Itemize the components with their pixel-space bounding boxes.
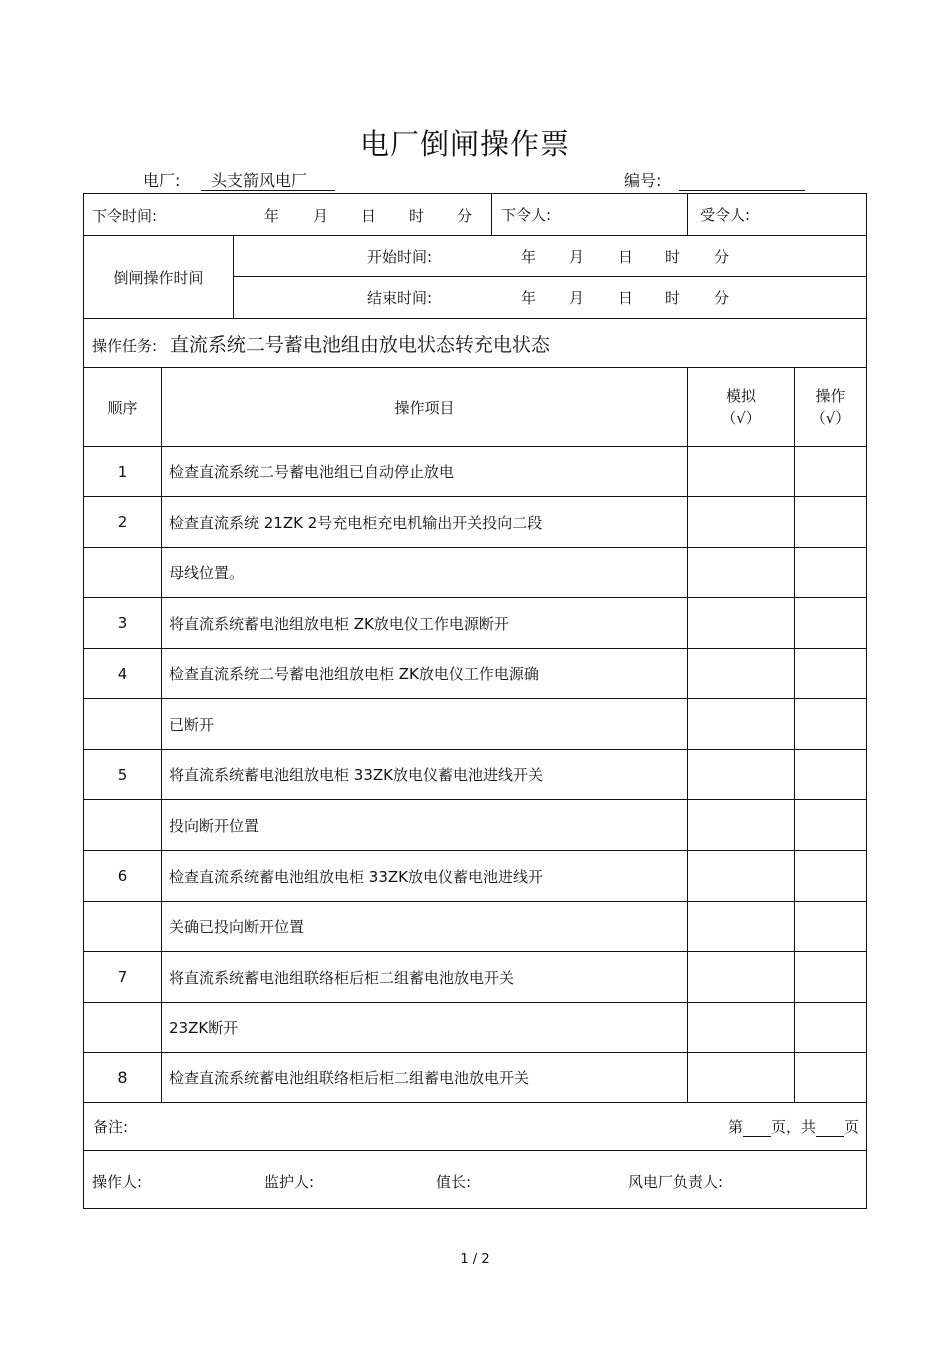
simulate-check-cell[interactable] [688,902,795,952]
table-row [84,497,867,548]
page-mid: 页，共 [770,1118,816,1136]
row-text: 母线位置。 [162,548,688,598]
table-row [84,1053,867,1103]
order-time-label: 下令时间: [92,206,158,225]
row-number: 1 [84,447,162,497]
start-time-row [84,236,867,277]
row-text: 已断开 [162,699,688,750]
simulate-check-cell[interactable] [688,750,795,800]
row-text: 关确已投向断开位置 [162,902,688,952]
plant-name: 头支箭风电厂 [211,171,308,190]
page-total-field [816,1118,844,1137]
operate-header [795,368,867,447]
table-row [84,952,867,1003]
start-day: 日 [618,247,634,266]
task-row [84,319,867,368]
start-month: 月 [569,247,585,266]
row-number: 2 [84,497,162,548]
operate-check-cell[interactable] [795,750,867,800]
row-number: 4 [84,649,162,699]
table-row [84,750,867,800]
table-row [84,800,867,851]
operate-check-cell[interactable] [795,649,867,699]
operate-check-cell[interactable] [795,1003,867,1053]
simulate-check-cell[interactable] [688,497,795,548]
row-number [84,902,162,952]
plant-name-field [201,168,335,191]
number-label: 编号: [624,171,662,190]
plant-manager-label: 风电厂负责人: [628,1172,724,1191]
task-label: 操作任务: [92,336,158,355]
simulate-check-cell[interactable] [688,447,795,497]
row-text: 投向断开位置 [162,800,688,851]
operate-check-cell[interactable] [795,800,867,851]
remarks-label: 备注: [93,1118,129,1136]
seq-header: 顺序 [84,368,162,447]
task-cell [84,319,867,368]
end-time-label: 结束时间: [367,288,433,307]
row-text: 检查直流系统蓄电池组联络柜后柜二组蓄电池放电开关 [162,1053,688,1103]
row-number: 5 [84,750,162,800]
simulate-check-cell[interactable] [688,1053,795,1103]
switching-time-label: 倒闸操作时间 [113,268,204,287]
simulate-check-cell[interactable] [688,598,795,649]
end-time-cell [234,277,867,319]
operator-label: 操作人: [92,1172,143,1191]
order-time-cell [84,194,492,236]
row-number [84,699,162,750]
operation-ticket-table [83,193,867,1209]
task-text: 直流系统二号蓄电池组由放电状态转充电状态 [169,333,550,356]
row-text: 检查直流系统 21ZK 2号充电柜充电机输出开关投向二段 [162,497,688,548]
column-header-row [84,368,867,447]
page-number: 1 / 2 [460,1252,490,1267]
table-row [84,699,867,750]
page-count [728,1116,859,1137]
operate-check-cell[interactable] [795,497,867,548]
end-day: 日 [618,288,634,307]
plant-label: 电厂: [143,171,181,190]
remarks-cell [84,1103,867,1151]
row-number: 7 [84,952,162,1003]
page-prefix: 第 [727,1118,743,1136]
row-number [84,1003,162,1053]
number-field [679,168,805,191]
table-row [84,447,867,497]
simulate-header-line1: 模拟 [726,387,757,405]
order-row [84,194,867,236]
operate-header-line2: （√） [810,409,851,427]
supervisor-label: 监护人: [264,1172,315,1191]
table-row [84,598,867,649]
operate-check-cell[interactable] [795,902,867,952]
page-current-field [743,1118,771,1137]
row-number: 3 [84,598,162,649]
operate-check-cell[interactable] [795,598,867,649]
simulate-check-cell[interactable] [688,800,795,851]
row-text: 将直流系统蓄电池组联络柜后柜二组蓄电池放电开关 [162,952,688,1003]
order-receiver-label: 受令人: [700,206,751,224]
switching-time-label-cell [84,236,234,319]
remarks-row [84,1103,867,1151]
simulate-check-cell[interactable] [688,952,795,1003]
order-issuer-label: 下令人: [501,206,552,224]
simulate-header [688,368,795,447]
order-month: 月 [313,206,329,225]
start-year: 年 [521,247,537,266]
page-suffix: 页 [844,1118,860,1136]
order-issuer-cell [492,194,688,236]
row-number [84,548,162,598]
end-hour: 时 [665,288,681,307]
end-year: 年 [521,288,537,307]
start-time-cell [234,236,867,277]
table-row [84,649,867,699]
row-text: 将直流系统蓄电池组放电柜 33ZK放电仪蓄电池进线开关 [162,750,688,800]
operate-check-cell[interactable] [795,952,867,1003]
order-receiver-cell [688,194,867,236]
signatures-cell [84,1151,867,1209]
table-row [84,902,867,952]
table-row [84,851,867,902]
simulate-check-cell[interactable] [688,1003,795,1053]
operate-check-cell[interactable] [795,548,867,598]
row-number [84,800,162,851]
start-minute: 分 [714,247,730,266]
row-text: 23ZK断开 [162,1003,688,1053]
row-text: 检查直流系统二号蓄电池组放电柜 ZK放电仪工作电源确 [162,649,688,699]
page-title: 电厂倒闸操作票 [359,127,570,161]
simulate-header-line2: （√） [721,409,761,427]
row-text: 检查直流系统二号蓄电池组已自动停止放电 [162,447,688,497]
order-year: 年 [264,206,280,225]
operate-check-cell[interactable] [795,447,867,497]
order-minute: 分 [457,206,473,225]
operate-header-line1: 操作 [815,387,846,405]
row-text: 将直流系统蓄电池组放电柜 ZK放电仪工作电源断开 [162,598,688,649]
operate-check-cell[interactable] [795,1053,867,1103]
signatures-row [84,1151,867,1209]
simulate-check-cell[interactable] [688,699,795,750]
row-number: 6 [84,851,162,902]
simulate-check-cell[interactable] [688,548,795,598]
row-text: 检查直流系统蓄电池组放电柜 33ZK放电仪蓄电池进线开 [162,851,688,902]
end-month: 月 [569,288,585,307]
end-minute: 分 [714,288,730,307]
row-number: 8 [84,1053,162,1103]
start-time-label: 开始时间: [367,247,433,266]
table-row [84,1003,867,1053]
start-hour: 时 [665,247,681,266]
item-header: 操作项目 [162,368,688,447]
simulate-check-cell[interactable] [688,649,795,699]
operate-check-cell[interactable] [795,851,867,902]
shift-leader-label: 值长: [436,1172,472,1191]
simulate-check-cell[interactable] [688,851,795,902]
operate-check-cell[interactable] [795,699,867,750]
table-row [84,548,867,598]
order-hour: 时 [409,206,425,225]
order-day: 日 [361,206,377,225]
